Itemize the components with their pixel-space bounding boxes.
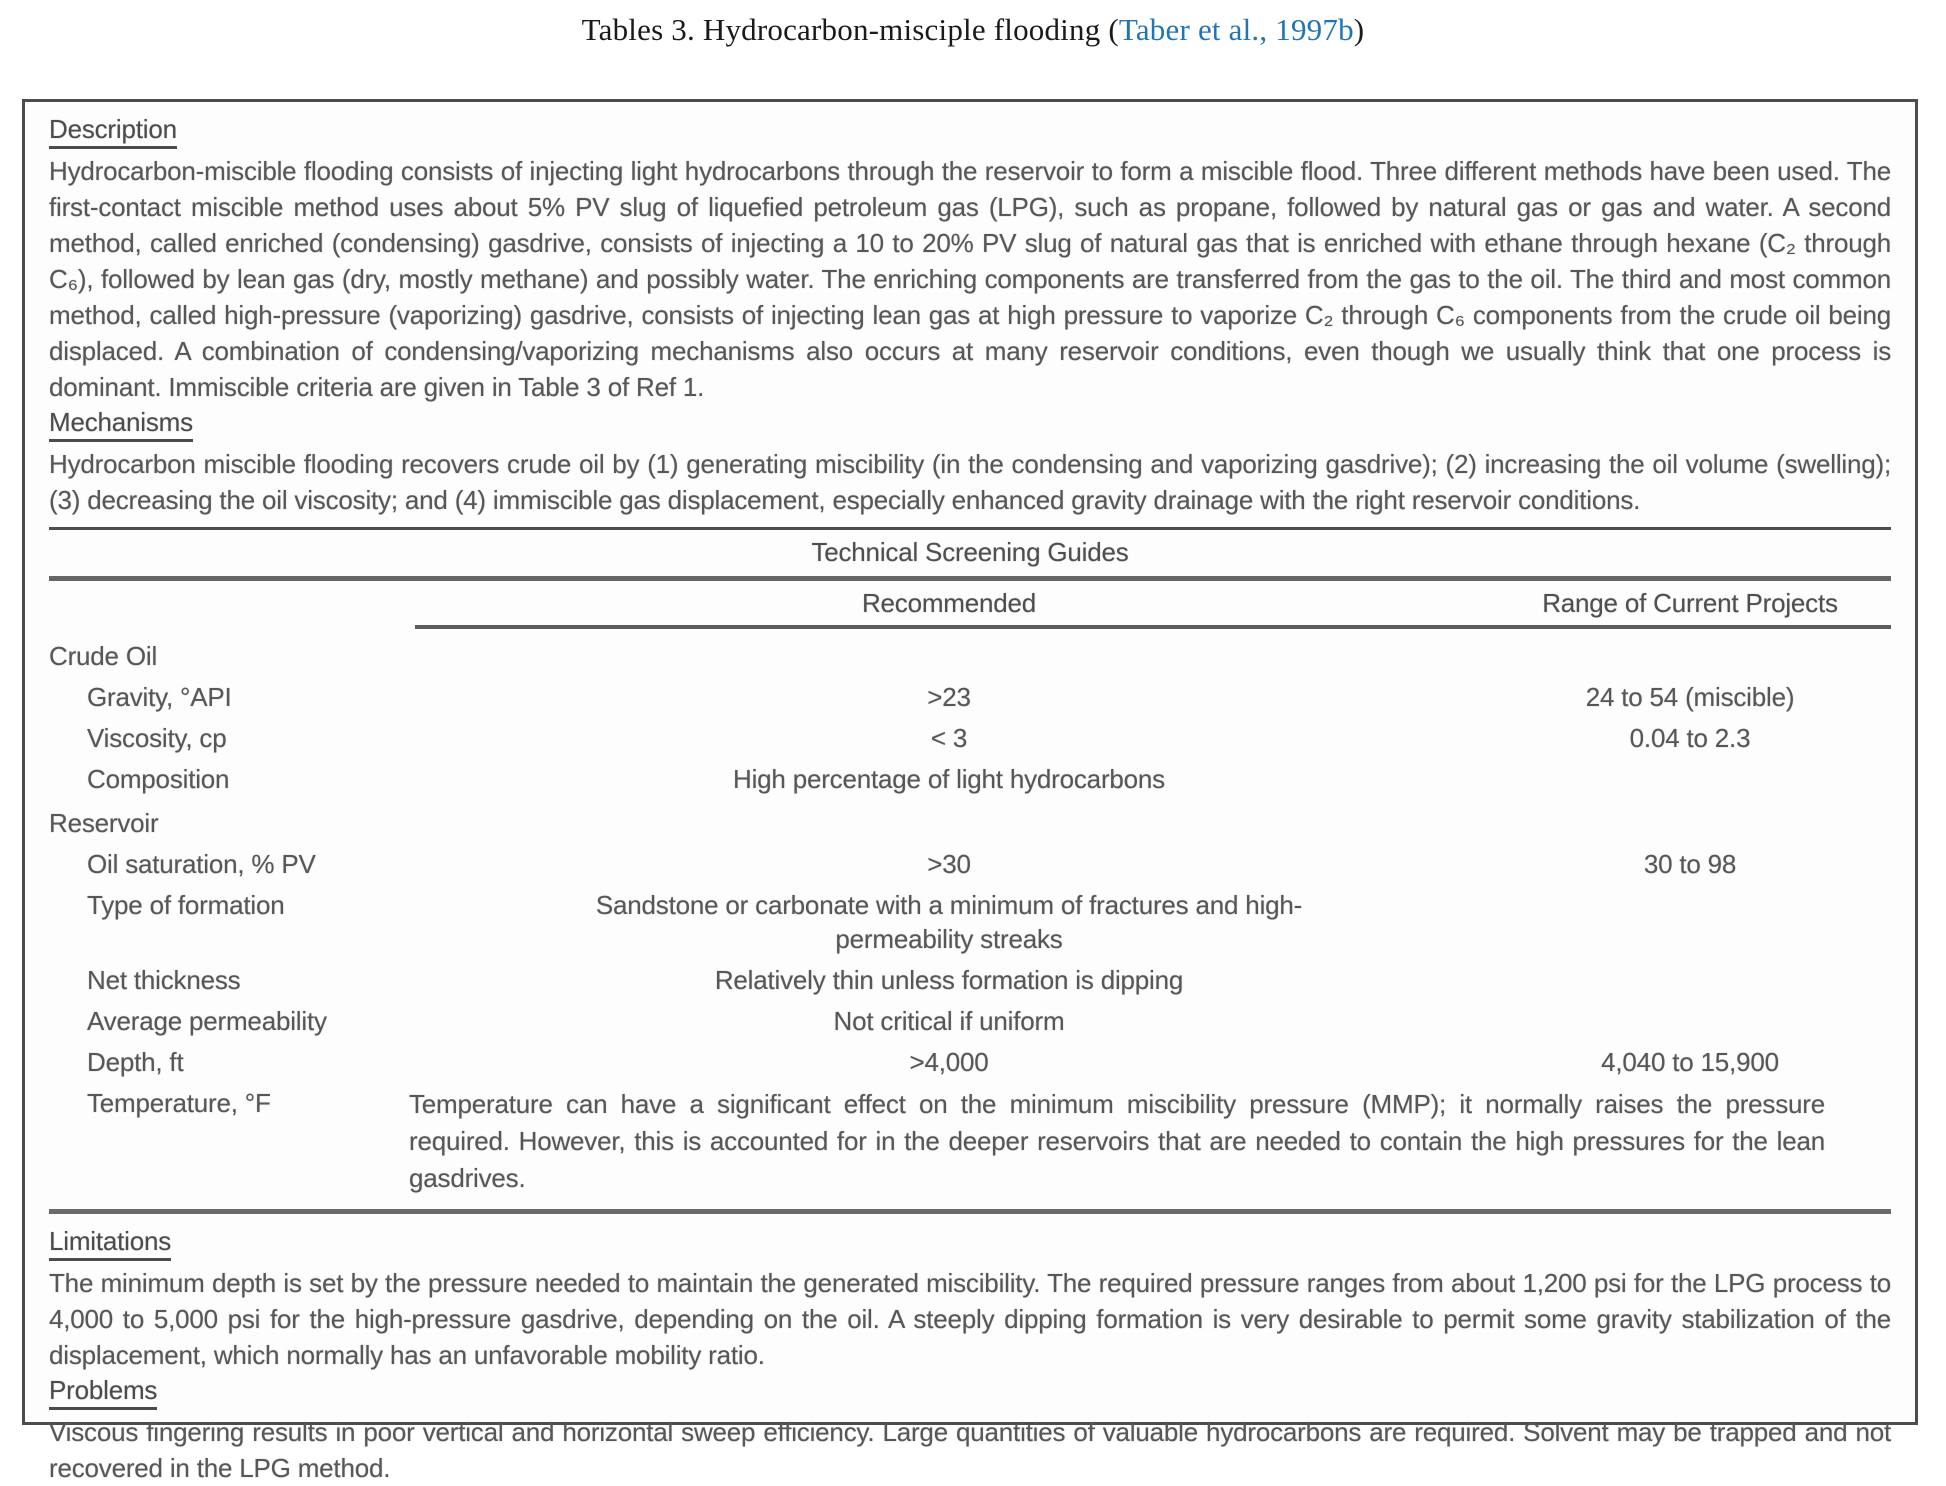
recommended-value: < 3 [930, 723, 968, 753]
limitations-heading: Limitations [49, 1226, 171, 1261]
table-caption [0, 12, 1946, 48]
column-header-recommended: Recommended [861, 588, 1037, 618]
row-label: Net thickness [87, 965, 241, 995]
row-label: Oil saturation, % PV [87, 849, 316, 879]
recommended-value: Relatively thin unless formation is dipping [714, 965, 1184, 995]
table-row-type-of-formation [49, 881, 1891, 956]
screening-header-row [49, 581, 1891, 625]
recommended-value: >30 [927, 849, 971, 879]
description-text: Hydrocarbon-miscible flooding consists of injecting light hydrocarbons through the reservoir to form a miscible flood. Three different methods have been used. The first-contact miscible method uses about 5% PV slug of liquefied petroleum gas (LPG), such as propane, followed by natural gas or gas and water. A second method, called enriched (condensing) gasdrive, consists of injecting a 10 to 20% PV slug of natural gas that is enriched with ethane through hexane (C₂ through C₆), followed by lean gas (dry, mostly methane) and possibly water. The enriching components are transferred from the gas to the oil. The third and most common method, called high-pressure (vaporizing) gasdrive, consists of injecting lean gas at high pressure to vaporize C₂ through C₆ components from the crude oil being displaced. A combination of condensing/vaporizing mechanisms also occurs at many reservoir conditions, even though we usually think that one process is dominant. Immiscible criteria are given in Table 3 of Ref 1. [49, 156, 1891, 402]
recommended-value: >4,000 [909, 1047, 989, 1077]
row-label: Type of formation [87, 890, 285, 920]
recommended-value: Not critical if uniform [833, 1006, 1065, 1036]
range-value: 24 to 54 (miscible) [1585, 682, 1795, 712]
row-label: Depth, ft [87, 1047, 184, 1077]
table-row-temperature [49, 1079, 1891, 1197]
row-label: Average permeability [87, 1006, 327, 1036]
table-row-depth [49, 1038, 1891, 1079]
row-label: Temperature, °F [87, 1088, 271, 1118]
limitations-text: The minimum depth is set by the pressure needed to maintain the generated miscibility. The required pressure ranges from about 1,200 psi for the LPG process to 4,000 to 5,000 psi for the high-pressure gasdrive, depending on the oil. A steeply dipping formation is very desirable to permit some gravity stabilization of the displacement, which normally has an unfavorable mobility ratio. [49, 1268, 1891, 1370]
table-row-composition [49, 755, 1891, 796]
table-row-average-permeability [49, 997, 1891, 1038]
caption-prefix: Tables 3. Hydrocarbon-misciple flooding ( [581, 12, 1119, 47]
problems-text: Viscous fingering results in poor vertical and horizontal sweep efficiency. Large quantities of valuable hydrocarbons are required. Solvent may be trapped and not recovered in the LPG method. [49, 1417, 1891, 1483]
table-row-oil-saturation [49, 840, 1891, 881]
column-header-range: Range of Current Projects [1542, 588, 1838, 618]
table-row-net-thickness [49, 956, 1891, 997]
row-label: Composition [87, 764, 230, 794]
recommended-value: >23 [927, 682, 971, 712]
mechanisms-heading: Mechanisms [49, 407, 193, 442]
recommended-value: High percentage of light hydrocarbons [733, 764, 1165, 794]
recommended-value: Sandstone or carbonate with a minimum of fractures and high-permeability streaks [595, 890, 1303, 954]
scanned-table-image [22, 99, 1918, 1483]
group-label-crude-oil: Crude Oil [49, 641, 158, 671]
range-value: 4,040 to 15,900 [1601, 1047, 1779, 1077]
table-row-gravity [49, 673, 1891, 714]
screening-guides-title: Technical Screening Guides [811, 537, 1129, 567]
caption-suffix: ) [1353, 12, 1365, 47]
problems-heading: Problems [49, 1375, 157, 1410]
row-label: Gravity, °API [87, 682, 232, 712]
range-value: 0.04 to 2.3 [1629, 723, 1751, 753]
row-label: Viscosity, cp [87, 723, 227, 753]
group-label-reservoir: Reservoir [49, 808, 159, 838]
range-value: 30 to 98 [1643, 849, 1737, 879]
table-row-viscosity [49, 714, 1891, 755]
divider-above-limitations [49, 1209, 1891, 1214]
description-heading: Description [49, 114, 177, 149]
recommended-value: Temperature can have a significant effect on the minimum miscibility pressure (MMP); it normally raises the pressure required. However, this is accounted for in the deeper reservoirs that are needed to contain the high pressures for the lean gasdrives. [409, 1089, 1825, 1193]
mechanisms-text: Hydrocarbon miscible flooding recovers crude oil by (1) generating miscibility (in the condensing and vaporizing gasdrive); (2) increasing the oil volume (swelling); (3) decreasing the oil viscosity; and (4) immiscible gas displacement, especially enhanced gravity drainage with the right reservoir conditions. [49, 449, 1891, 515]
citation-link[interactable]: Taber et al., 1997b [1118, 12, 1354, 47]
